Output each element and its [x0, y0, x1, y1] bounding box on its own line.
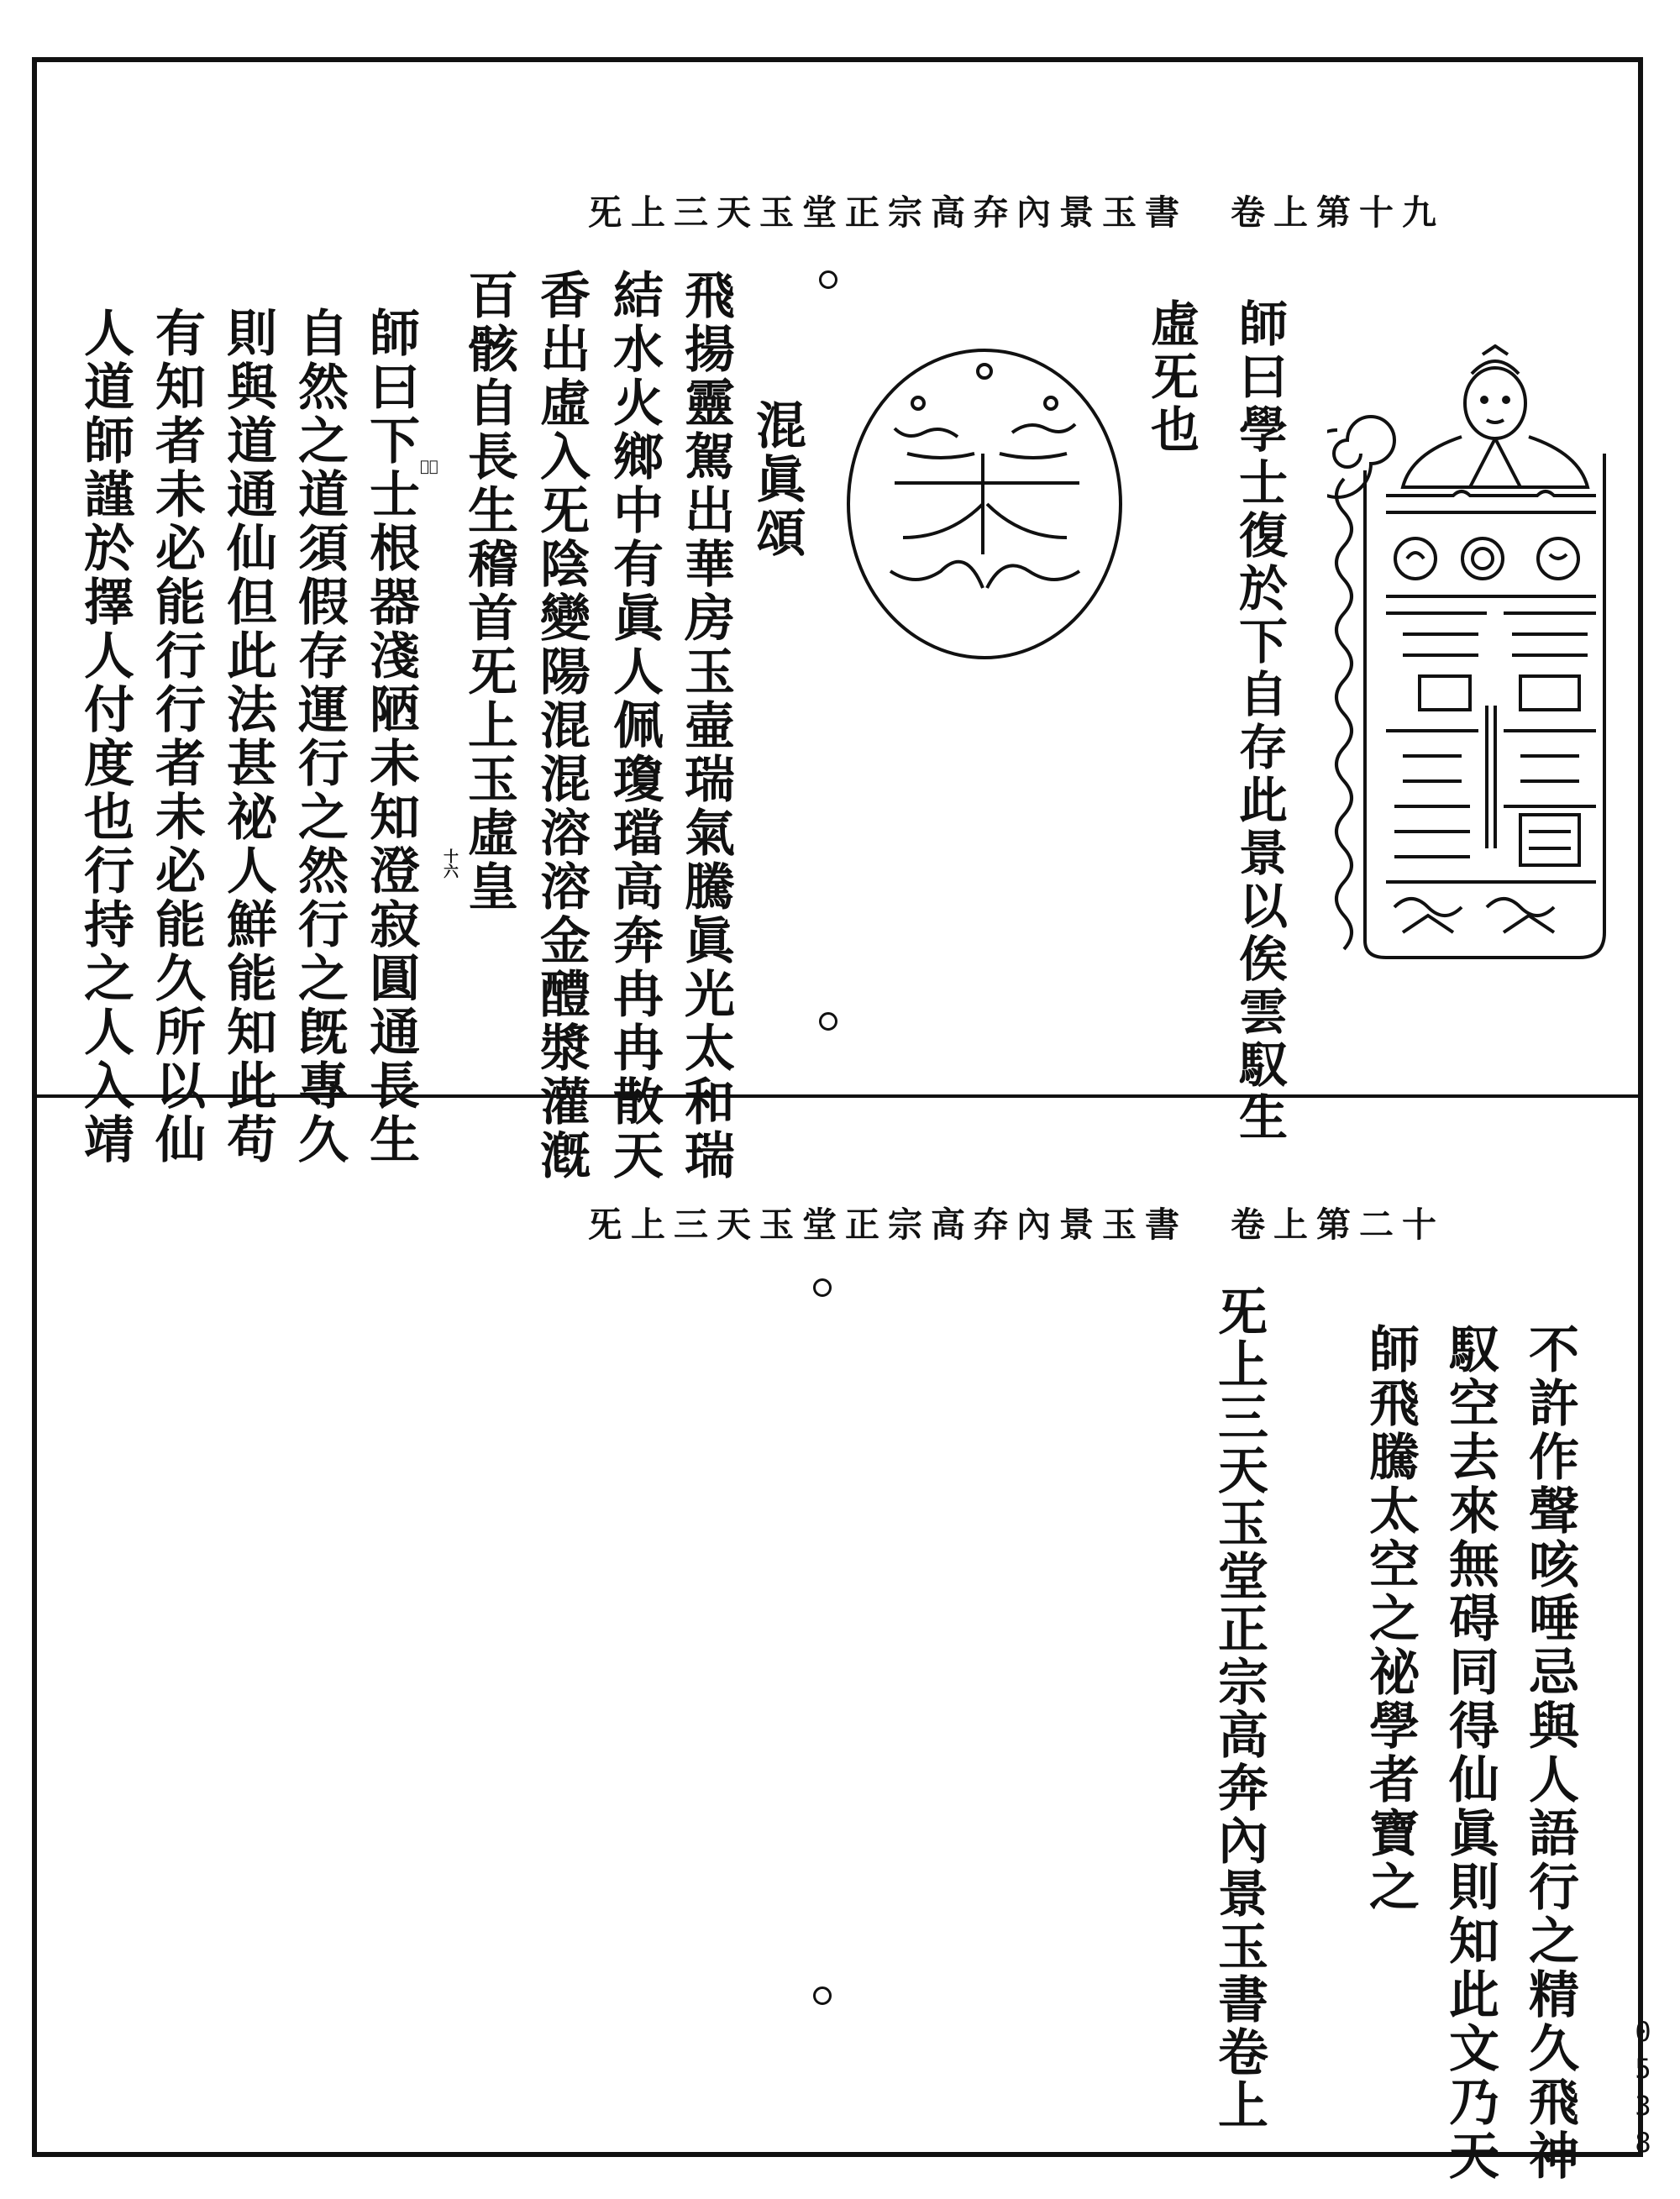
top-text-col-6: 香出虛入旡陰變陽混混溶溶金醴漿灌漑: [532, 269, 591, 1183]
top-text-col-7: 百骸自長生稽首旡上玉虛皇: [459, 269, 518, 914]
deity-talisman-figure: [1327, 344, 1613, 966]
binding-hole: [813, 1986, 832, 2005]
marginal-note-b: 𪫟五: [420, 458, 438, 475]
binding-hole: [819, 1012, 837, 1031]
top-text-col-1: 師曰學士復於下自存此景以俟雲馭生: [1231, 298, 1288, 1145]
bottom-page-header: 十二第上卷 書玉景內㚏高宗正堂玉天三上旡: [588, 1204, 1445, 1245]
top-text-col-3: 混眞頌: [748, 399, 806, 560]
top-text-col-2: 虛旡也: [1142, 298, 1200, 457]
bottom-text-col-2: 馭空去來無碍同得仙眞則知此文乃天: [1441, 1323, 1499, 2183]
marginal-note-a: 十六: [441, 848, 459, 879]
top-page-header: 九十第上卷 書玉景內㚏高宗正堂玉天三上旡: [588, 192, 1445, 233]
top-text-col-12: 人道師謹於擇人付度也行持之人入靖: [76, 307, 134, 1167]
round-talisman-seal: [844, 336, 1130, 664]
bottom-text-col-4: 旡上三天玉堂正宗高奔內景玉書卷上: [1210, 1285, 1268, 2132]
top-text-col-5: 結水火鄉中有眞人佩瓊璫高奔冉冉散天: [605, 269, 664, 1183]
talisman-char: 天: [984, 525, 985, 526]
page-number: 0538: [1627, 2016, 1659, 2164]
top-text-col-8: 師曰下士根器淺陋未知澄寂圓通長生: [361, 307, 420, 1167]
binding-hole: [819, 270, 837, 289]
top-text-col-10: 則與道通仙但此法甚祕人鮮能知此苟: [218, 307, 277, 1167]
binding-hole: [813, 1278, 832, 1297]
top-text-col-9: 自然之道須假存運行之然行之旣專久: [290, 307, 349, 1167]
top-text-col-4: 飛揚靈駕出華房玉壷瑞氣騰眞光太和瑞: [676, 269, 735, 1183]
bottom-text-col-1: 不許作聲咳唾忌與人語行之精久飛神: [1520, 1323, 1579, 2183]
top-text-col-11: 有知者未必能行行者未必能久所以仙: [147, 307, 206, 1167]
bottom-text-col-3: 師飛騰太空之祕學者寶之: [1361, 1323, 1420, 1914]
